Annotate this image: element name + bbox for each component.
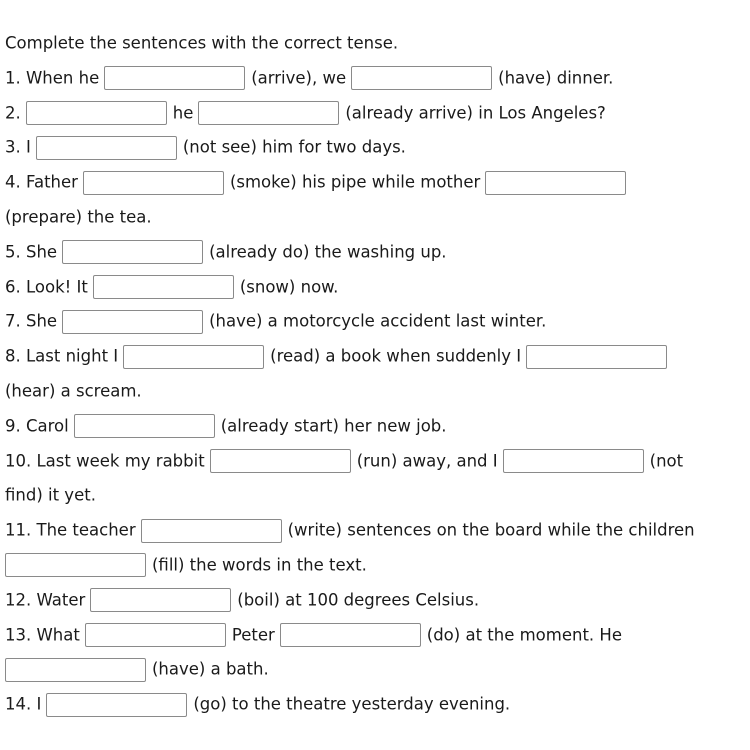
sentence-line [5,483,750,518]
sentence-text: (read) a book when suddenly I [270,346,522,366]
sentence-text: he [172,103,194,123]
sentence-text: 5. She [5,242,58,262]
sentence-text: 12. Water [5,590,86,610]
sentence-text: (boil) at 100 degrees Celsius. [237,590,480,610]
sentence-text: (smoke) his pipe while mother [229,172,481,192]
blank-8b-input[interactable] [526,345,667,369]
blank-5-input[interactable] [62,240,203,264]
sentence-text: (not see) him for two days. [182,137,406,157]
blank-10a-input[interactable] [210,449,351,473]
sentence-text: (snow) now. [239,277,339,297]
sentence-text: 9. Carol [5,416,69,436]
blank-13a-input[interactable] [85,623,226,647]
sentence-text: 7. She [5,311,58,331]
sentence-text: 11. The teacher [5,520,136,540]
blank-1a-input[interactable] [104,66,245,90]
sentence-line [5,205,750,240]
sentence-line [5,692,750,727]
instruction-line [5,31,750,66]
sentence-text: 10. Last week my rabbit [5,451,205,471]
sentence-line [5,657,750,692]
sentence-text: (prepare) the tea. [5,207,152,227]
blank-2a-input[interactable] [26,101,167,125]
sentence-text: (hear) a scream. [5,381,142,401]
sentence-list [5,66,750,727]
sentence-text: 13. What [5,625,80,645]
sentence-text: (have) dinner. [498,68,614,88]
sentence-text: (arrive), we [251,68,347,88]
sentence-line [5,66,750,101]
blank-2b-input[interactable] [198,101,339,125]
sentence-line [5,449,750,484]
sentence-text: (run) away, and I [356,451,498,471]
sentence-line [5,309,750,344]
sentence-line [5,275,750,310]
blank-3-input[interactable] [36,136,177,160]
blank-4a-input[interactable] [83,171,224,195]
sentence-line [5,414,750,449]
blank-11a-input[interactable] [141,519,282,543]
blank-6-input[interactable] [93,275,234,299]
sentence-line [5,623,750,658]
blank-1b-input[interactable] [351,66,492,90]
sentence-line [5,344,750,379]
sentence-line [5,588,750,623]
sentence-line [5,518,750,553]
sentence-text: (already do) the washing up. [209,242,447,262]
sentence-text: find) it yet. [5,485,96,505]
sentence-text: (have) a bath. [152,659,269,679]
sentence-text: Peter [231,625,275,645]
blank-10b-input[interactable] [503,449,644,473]
sentence-text: (go) to the theatre yesterday evening. [193,694,511,714]
sentence-text: (already start) her new job. [220,416,447,436]
sentence-text: 14. I [5,694,42,714]
instruction-text: Complete the sentences with the correct tense. [5,33,399,53]
sentence-text: (do) at the moment. He [426,625,622,645]
sentence-line [5,135,750,170]
blank-8a-input[interactable] [123,345,264,369]
blank-7-input[interactable] [62,310,203,334]
blank-12-input[interactable] [90,588,231,612]
blank-9-input[interactable] [74,414,215,438]
sentence-line [5,170,750,205]
sentence-text: (write) sentences on the board while the children [287,520,695,540]
sentence-text: 2. [5,103,21,123]
sentence-line [5,553,750,588]
blank-13c-input[interactable] [5,658,146,682]
sentence-text: (fill) the words in the text. [152,555,367,575]
sentence-text: 6. Look! It [5,277,88,297]
sentence-text: (have) a motorcycle accident last winter. [209,311,547,331]
sentence-text: 8. Last night I [5,346,119,366]
sentence-line [5,379,750,414]
sentence-text: (not [649,451,684,471]
sentence-line [5,240,750,275]
sentence-text: 3. I [5,137,31,157]
sentence-line [5,101,750,136]
blank-13b-input[interactable] [280,623,421,647]
blank-14-input[interactable] [46,693,187,717]
blank-4b-input[interactable] [485,171,626,195]
sentence-text: 1. When he [5,68,100,88]
sentence-text: 4. Father [5,172,78,192]
sentence-text: (already arrive) in Los Angeles? [345,103,606,123]
blank-11b-input[interactable] [5,553,146,577]
